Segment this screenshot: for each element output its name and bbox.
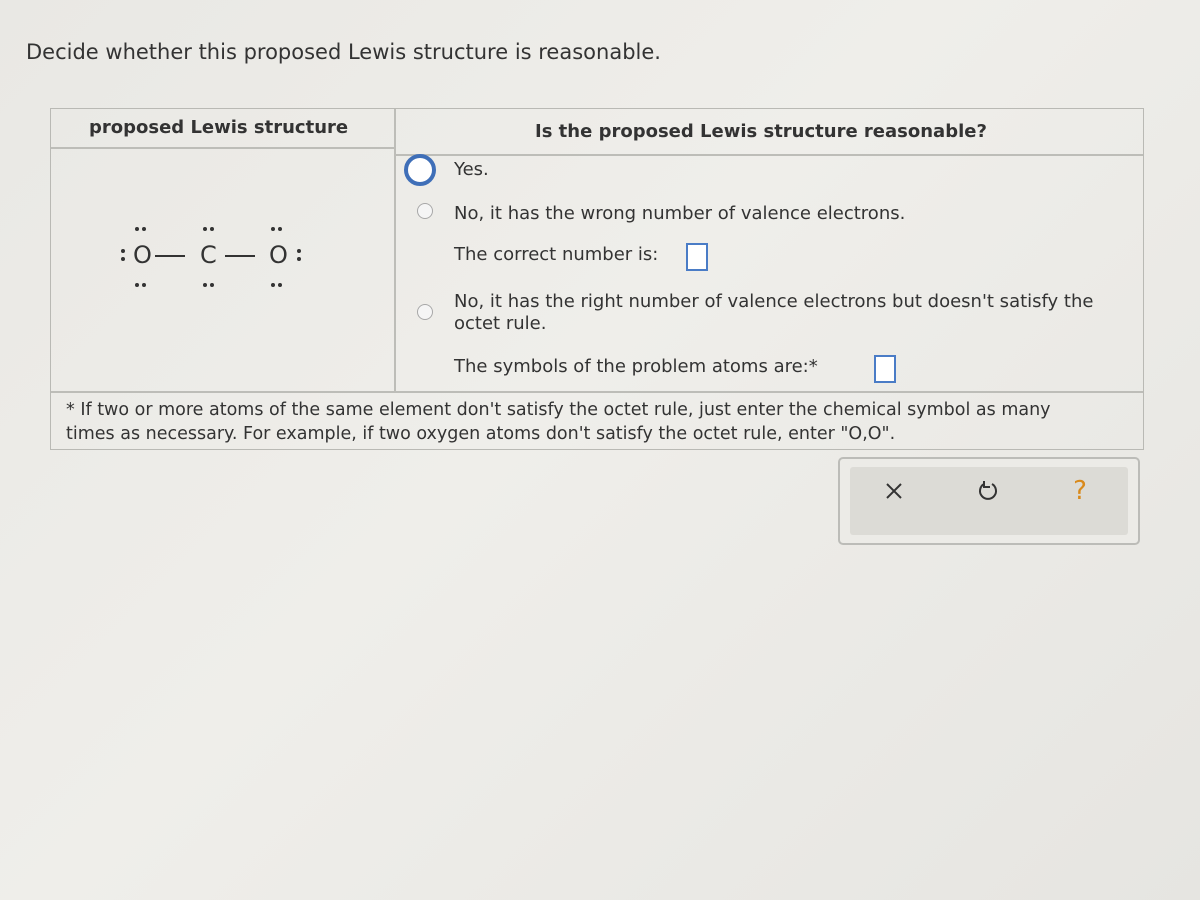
answer-toolbar bbox=[838, 457, 1140, 545]
footnote-line2: times as necessary. For example, if two oxygen atoms don't satisfy the octet rule, enter "O,O". bbox=[66, 424, 896, 444]
close-icon[interactable] bbox=[876, 473, 912, 509]
footnote bbox=[66, 398, 1136, 446]
lone-pair-dot bbox=[297, 249, 301, 253]
option-yes-label: Yes. bbox=[454, 159, 489, 180]
lone-pair-dot bbox=[278, 227, 282, 231]
lone-pair-dot bbox=[203, 283, 207, 287]
lone-pair-dot bbox=[297, 257, 301, 261]
lone-pair-dot bbox=[142, 283, 146, 287]
atom-oxygen-left: O bbox=[133, 241, 152, 269]
option-wrong-count-label: No, it has the wrong number of valence electrons. bbox=[454, 203, 906, 224]
bond-c-o bbox=[225, 255, 255, 257]
lone-pair-dot bbox=[142, 227, 146, 231]
column-divider bbox=[394, 109, 396, 391]
lewis-structure bbox=[117, 207, 357, 297]
lone-pair-dot bbox=[271, 283, 275, 287]
correct-number-label: The correct number is: bbox=[454, 244, 659, 265]
radio-yes[interactable] bbox=[404, 154, 436, 186]
lone-pair-dot bbox=[278, 283, 282, 287]
lone-pair-dot bbox=[210, 227, 214, 231]
lone-pair-dot bbox=[121, 257, 125, 261]
lone-pair-dot bbox=[203, 227, 207, 231]
bond-o-c bbox=[155, 255, 185, 257]
help-icon[interactable]: ? bbox=[1073, 476, 1087, 506]
header-divider-left bbox=[51, 147, 394, 149]
header-divider-right bbox=[394, 154, 1143, 156]
lone-pair-dot bbox=[135, 227, 139, 231]
footnote-divider bbox=[51, 391, 1143, 393]
right-column-header: Is the proposed Lewis structure reasonable? bbox=[535, 121, 987, 142]
lone-pair-dot bbox=[135, 283, 139, 287]
option-octet-label-line2: octet rule. bbox=[454, 313, 547, 334]
radio-octet-rule[interactable] bbox=[417, 304, 433, 320]
correct-number-input[interactable] bbox=[686, 243, 708, 271]
lone-pair-dot bbox=[271, 227, 275, 231]
lone-pair-dot bbox=[210, 283, 214, 287]
problem-atoms-label: The symbols of the problem atoms are:* bbox=[454, 356, 818, 377]
footnote-line1: * If two or more atoms of the same element don't satisfy the octet rule, just enter the chemical symbol as many bbox=[66, 400, 1051, 420]
atom-carbon: C bbox=[200, 241, 217, 269]
lone-pair-dot bbox=[121, 249, 125, 253]
radio-wrong-count[interactable] bbox=[417, 203, 433, 219]
undo-icon[interactable] bbox=[970, 473, 1006, 509]
option-octet-label-line1: No, it has the right number of valence electrons but doesn't satisfy the bbox=[454, 291, 1094, 312]
question-prompt: Decide whether this proposed Lewis structure is reasonable. bbox=[26, 40, 661, 64]
left-column-header: proposed Lewis structure bbox=[89, 117, 349, 138]
atom-oxygen-right: O bbox=[269, 241, 288, 269]
problem-atoms-input[interactable] bbox=[874, 355, 896, 383]
